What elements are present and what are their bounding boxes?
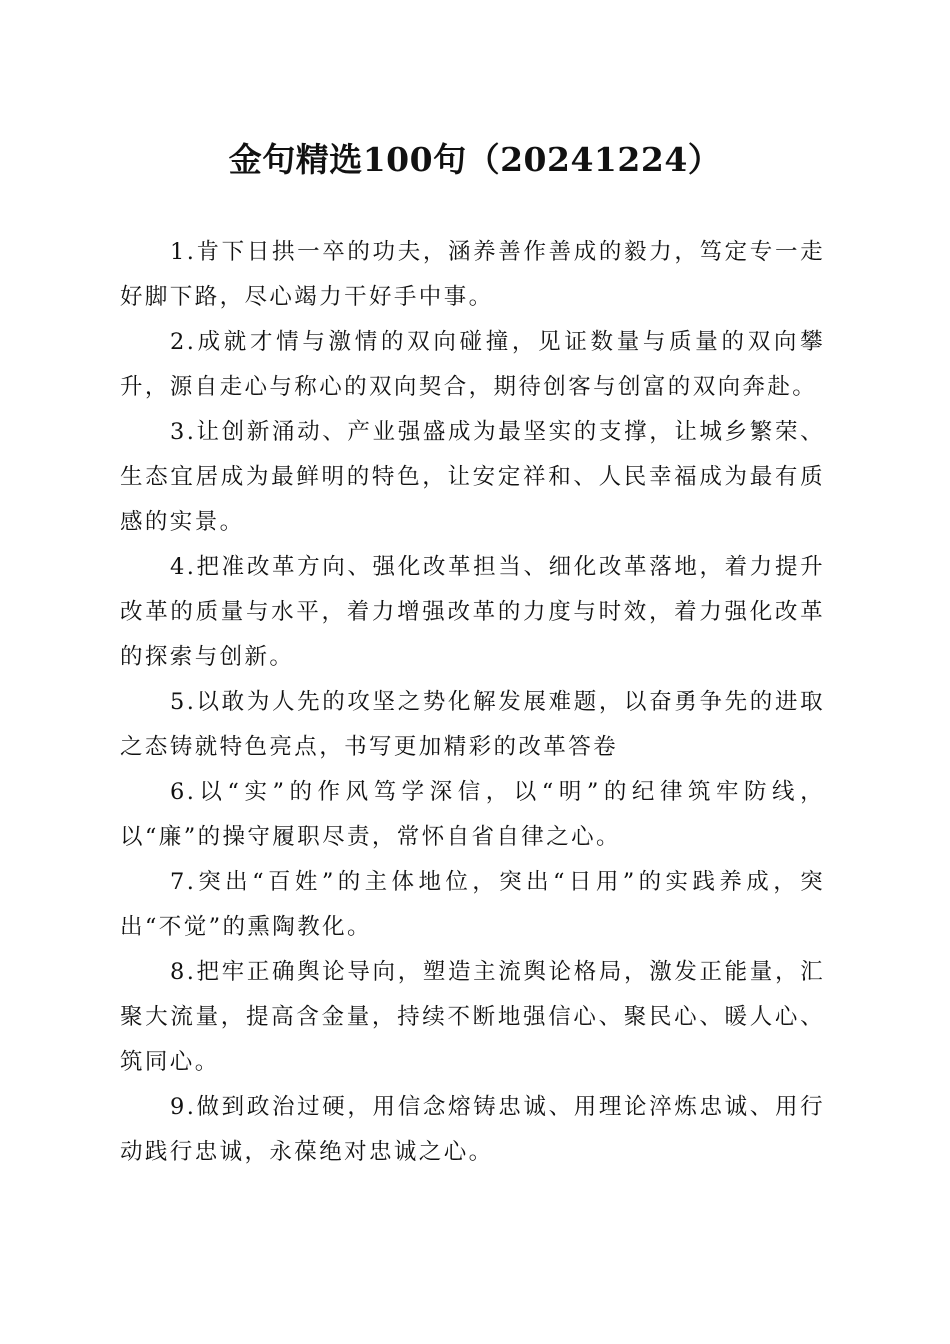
document-body xyxy=(120,230,825,1175)
paragraph-9: 9.做到政治过硬，用信念熔铸忠诚、用理论淬炼忠诚、用行动践行忠诚，永葆绝对忠诚之心。 xyxy=(120,1094,825,1165)
paragraph-3: 3.让创新涌动、产业强盛成为最坚实的支撑，让城乡繁荣、生态宜居成为最鲜明的特色，让安定祥和、人民幸福成为最有质感的实景。 xyxy=(120,419,825,535)
document-title: 金句精选100句（20241224） xyxy=(228,140,722,179)
paragraph-7: 7.突出“百姓”的主体地位，突出“日用”的实践养成，突出“不觉”的熏陶教化。 xyxy=(120,869,825,940)
paragraph-2: 2.成就才情与激情的双向碰撞，见证数量与质量的双向攀升，源自走心与称心的双向契合，期待创客与创富的双向奔赴。 xyxy=(120,329,825,400)
paragraph-1: 1.肯下日拱一卒的功夫，涵养善作善成的毅力，笃定专一走好脚下路，尽心竭力干好手中事。 xyxy=(120,239,825,310)
paragraph-6: 6.以“实”的作风笃学深信，以“明”的纪律筑牢防线，以“廉”的操守履职尽责，常怀自省自律之心。 xyxy=(120,779,825,850)
paragraph-4: 4.把准改革方向、强化改革担当、细化改革落地，着力提升改革的质量与水平，着力增强改革的力度与时效，着力强化改革的探索与创新。 xyxy=(120,554,825,670)
paragraph-8: 8.把牢正确舆论导向，塑造主流舆论格局，激发正能量，汇聚大流量，提高含金量，持续不断地强信心、聚民心、暖人心、筑同心。 xyxy=(120,959,825,1075)
paragraph-5: 5.以敢为人先的攻坚之势化解发展难题，以奋勇争先的进取之态铸就特色亮点，书写更加精彩的改革答卷 xyxy=(120,689,825,760)
